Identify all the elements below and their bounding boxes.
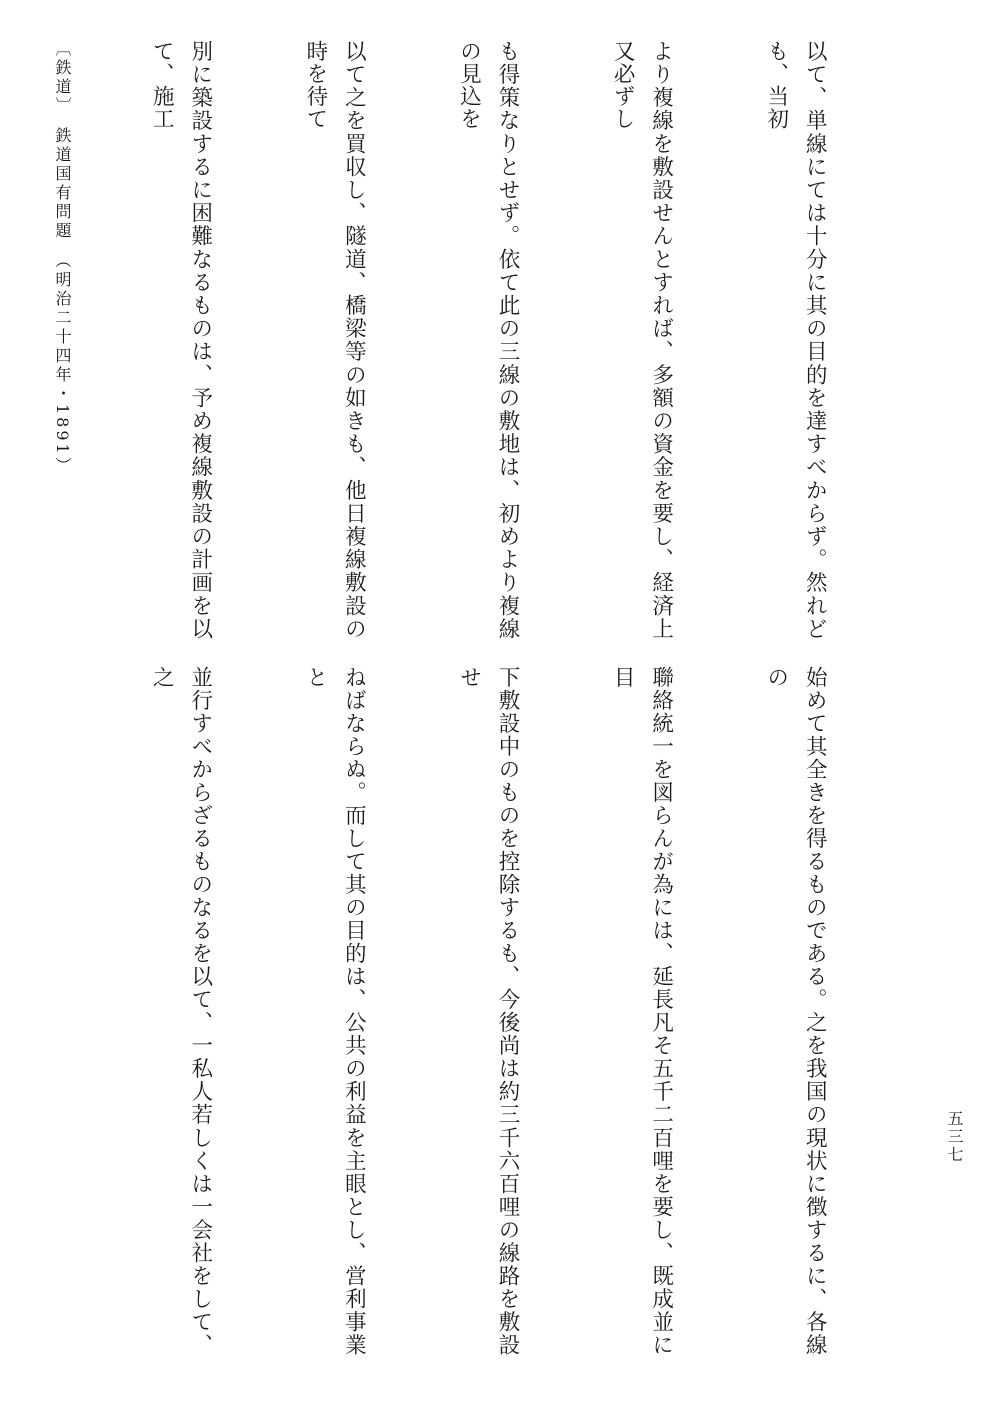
lower-text-block (80, 666, 910, 1356)
running-head (48, 40, 74, 640)
lower-line-4: 並行すべからざるものなるを以て、一私人若しくは一会社をして、之 (149, 666, 213, 1356)
running-head-era: （明治二十四年・1891） (53, 260, 72, 476)
upper-line-3: 以て之を買収し、隧道、橋梁等の如きも、他日複線敷設の時を待て (302, 40, 367, 640)
upper-line-2: も得策なりとせず。依て此の三線の敷地は、初めより複線の見込を (456, 40, 520, 640)
page-number: 五三七 (945, 1110, 964, 1164)
upper-line-1: より複線を敷設せんとすれば、多額の資金を要し、経済上又必ずし (610, 40, 674, 640)
lower-line-1: 聯絡統一を図らんが為には、延長凡そ五千二百哩を要し、既成並に目 (610, 666, 674, 1356)
lower-line-3: ねばならぬ。而して其の目的は、公共の利益を主眼とし、営利事業と (302, 666, 367, 1356)
running-head-title: 鉄道国有問題 (53, 127, 72, 241)
lower-line-2: 下敷設中のものを控除するも、今後尚は約三千六百哩の線路を敷設せ (456, 666, 520, 1356)
upper-line-4: 別に築設するに困難なるものは、予め複線敷設の計画を以て、施工 (149, 40, 213, 640)
upper-text-block (80, 40, 910, 640)
upper-line-0: 以て、単線にては十分に其の目的を達すべからず。然れども、当初 (763, 40, 828, 640)
running-head-section: 〔鉄道〕 (53, 40, 72, 108)
lower-line-0: 始めて其全きを得るものである。之を我国の現状に徴するに、各線の (763, 666, 828, 1356)
